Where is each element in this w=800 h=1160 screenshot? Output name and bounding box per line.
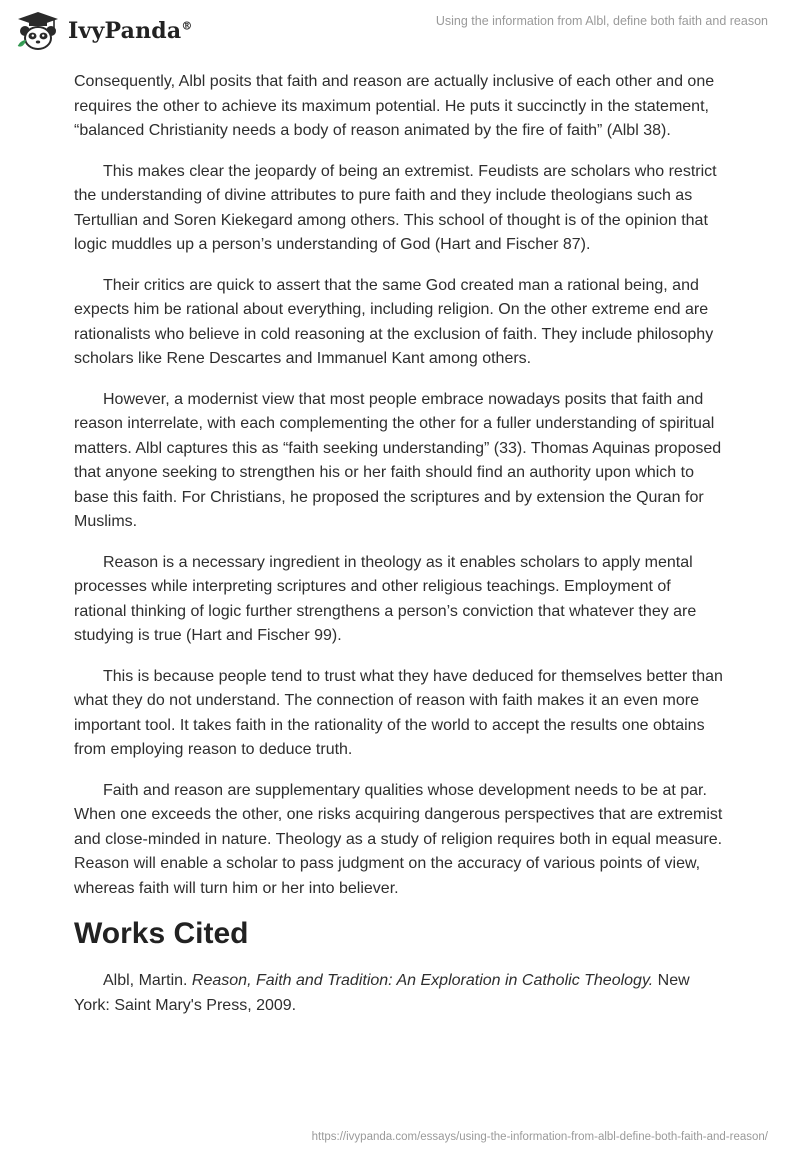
paragraph: This makes clear the jeopardy of being an extremist. Feudists are scholars who restrict the understanding of divine attributes to pure faith and they include theologians such as Tertullian and Soren Kiekegard among others. This school of thought is of the opinion that logic muddles up a person’s understanding of God (Hart and Fischer 87). xyxy=(74,162,717,253)
page-header xyxy=(0,0,800,70)
paragraph: However, a modernist view that most people embrace nowadays posits that faith and reason interrelate, with each complementing the other for a fuller understanding of spiritual matters. Albl captures this as “faith seeking understanding” (33). Thomas Aquinas proposed that anyone seeking to strengthen his or her faith should find an authority upon which to base this faith. For Christians, he proposed the scriptures and by extension the Quran for Muslims. xyxy=(74,390,722,530)
citation-publisher: New York: Saint Mary's Press, 2009. xyxy=(74,972,690,1014)
works-cited-heading: Works Cited xyxy=(74,917,249,950)
citation-title: Reason, Faith and Tradition: An Exploration in Catholic Theology. xyxy=(191,972,654,989)
brand-name: IvyPanda® xyxy=(68,18,193,44)
paragraph: Consequently, Albl posits that faith and reason are actually inclusive of each other and one requires the other to achieve its maximum potential. He puts it succinctly in the statement, “balanced Christianity needs a body of reason animated by the fire of faith” (Albl 38). xyxy=(74,73,715,139)
panda-graduate-icon xyxy=(14,10,62,52)
paragraph: This is because people tend to trust what they have deduced for themselves better than what they do not understand. The connection of reason with faith makes it an even more important tool. It takes faith in the rationality of the world to accept the results one obtains from employing reason to deduce truth. xyxy=(74,667,723,758)
citation-entry xyxy=(74,969,726,1018)
paragraph: Faith and reason are supplementary qualities whose development needs to be at par. When one exceeds the other, one risks acquiring dangerous perspectives that are extremist and close-minded in nature. Theology as a study of religion requires both in equal measure. Reason will enable a scholar to pass judgment on the accuracy of various points of view, whereas faith will turn him or her into believer. xyxy=(74,781,723,897)
ivypanda-logo[interactable] xyxy=(14,10,193,52)
essay-body xyxy=(74,70,726,1034)
citation-author: Albl, Martin. xyxy=(103,972,188,989)
paragraph: Their critics are quick to assert that the same God created man a rational being, and expects him be rational about everything, including religion. On the other extreme end are rationalists who believe in cold reasoning at the exclusion of faith. They include philosophy scholars like Rene Descartes and Immanuel Kant among others. xyxy=(74,276,714,367)
paragraph: Reason is a necessary ingredient in theology as it enables scholars to apply mental processes while interpreting scriptures and other religious teachings. Employment of rational thinking of logic further strengthens a person’s conviction that whatever they are studying is true (Hart and Fischer 99). xyxy=(74,553,697,644)
page-title: Using the information from Albl, define both faith and reason xyxy=(435,14,768,28)
source-url-link[interactable]: https://ivypanda.com/essays/using-the-information-from-albl-define-both-faith-and-reason/ xyxy=(311,1131,768,1143)
